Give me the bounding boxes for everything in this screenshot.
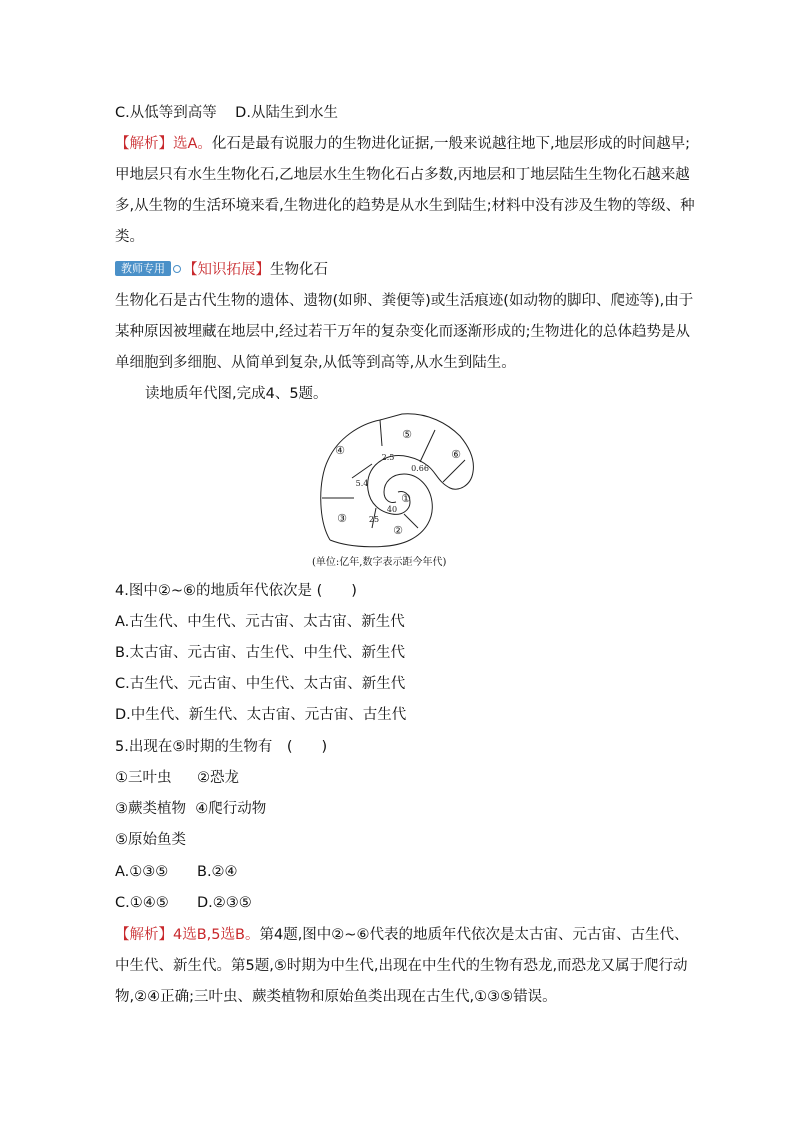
q5-option-b: B.②④ <box>197 864 238 880</box>
q5-options-row1 <box>115 862 238 882</box>
q5-option-c: C.①④⑤ <box>115 895 169 911</box>
q3-options-line <box>115 103 338 123</box>
analysis2-line1 <box>115 925 688 945</box>
region-4-label: ④ <box>335 444 345 457</box>
age-40-label: 40 <box>386 505 398 514</box>
q4-option-b: B.太古宙、元古宙、古生代、中生代、新生代 <box>115 645 406 661</box>
knowledge-title: 生物化石 <box>270 262 328 278</box>
region-6-label: ⑥ <box>451 448 461 461</box>
analysis1-line3: 多,从生物的生活环境来看,生物进化的趋势是从水生到陆生;材料中没有涉及生物的等级、种 <box>115 198 695 214</box>
region-5-label: ⑤ <box>402 428 412 441</box>
region-3-label: ③ <box>337 512 347 525</box>
q5-item-4: ④爬行动物 <box>195 801 267 817</box>
analysis2-label: 【解析】 <box>115 927 173 943</box>
q4-stem: 4.图中②~⑥的地质年代依次是 ( ) <box>115 583 357 599</box>
diagram-caption: (单位:亿年,数字表示距今年代) <box>312 557 447 568</box>
knowledge-label: 【知识拓展】 <box>183 262 270 278</box>
badge-arrow-icon <box>173 265 181 273</box>
analysis2-text1: 第4题,图中②~⑥代表的地质年代依次是太古宙、元古宙、古生代、 <box>259 927 689 943</box>
knowledge-header <box>115 260 328 280</box>
analysis1-line4: 类。 <box>115 229 144 245</box>
teacher-badge: 教师专用 <box>115 261 171 276</box>
q4-option-c: C.古生代、元古宙、中生代、太古宙、新生代 <box>115 676 406 692</box>
q5-item-1: ①三叶虫 <box>115 770 172 786</box>
analysis1-answer: 选A。 <box>173 136 212 152</box>
q5-stem: 5.出现在⑤时期的生物有 ( ) <box>115 739 328 755</box>
q5-items-row2 <box>115 799 266 819</box>
q5-item-5: ⑤原始鱼类 <box>115 832 186 848</box>
geologic-era-diagram <box>310 410 485 555</box>
q3-option-c: C.从低等到高等 <box>115 105 217 121</box>
q5-options-row2 <box>115 893 252 913</box>
q4-option-d: D.中生代、新生代、太古宙、元古宙、古生代 <box>115 707 407 723</box>
age-25-label: 25 <box>368 515 380 524</box>
analysis2-line3: 物,②④正确;三叶虫、蕨类植物和原始鱼类出现在古生代,①③⑤错误。 <box>115 989 557 1005</box>
age-5-4-label: 5.4 <box>355 479 369 488</box>
region-1-label: ① <box>401 492 411 505</box>
analysis1-line1 <box>115 134 690 154</box>
intro-text: 读地质年代图,完成4、5题。 <box>145 386 328 402</box>
analysis2-line2: 中生代、新生代。第5题,⑤时期为中生代,出现在中生代的生物有恐龙,而恐龙又属于爬行动 <box>115 958 688 974</box>
q5-option-a: A.①③⑤ <box>115 864 169 880</box>
knowledge-line3: 单细胞到多细胞、从简单到复杂,从低等到高等,从水生到陆生。 <box>115 355 516 371</box>
q5-item-2: ②恐龙 <box>197 770 239 786</box>
age-2-5-label: 2.5 <box>381 453 395 462</box>
q4-option-a: A.古生代、中生代、元古宙、太古宙、新生代 <box>115 614 405 630</box>
region-2-label: ② <box>393 524 403 537</box>
knowledge-line1: 生物化石是古代生物的遗体、遗物(如卵、粪便等)或生活痕迹(如动物的脚印、爬迹等),由于 <box>115 293 694 309</box>
q5-item-3: ③蕨类植物 <box>115 801 186 817</box>
q3-option-d: D.从陆生到水生 <box>235 105 338 121</box>
q5-option-d: D.②③⑤ <box>197 895 252 911</box>
analysis1-text1: 化石是最有说服力的生物进化证据,一般来说越往地下,地层形成的时间越早; <box>211 136 691 152</box>
age-0-66-label: 0.66 <box>411 464 429 473</box>
analysis2-answer: 4选B,5选B。 <box>173 927 260 943</box>
knowledge-line2: 某种原因被埋藏在地层中,经过若干万年的复杂变化而逐渐形成的;生物进化的总体趋势是从 <box>115 324 690 340</box>
q5-items-row1 <box>115 768 239 788</box>
analysis1-line2: 甲地层只有水生生物化石,乙地层水生生物化石占多数,丙地层和丁地层陆生生物化石越来越 <box>115 167 690 183</box>
analysis1-label: 【解析】 <box>115 136 173 152</box>
